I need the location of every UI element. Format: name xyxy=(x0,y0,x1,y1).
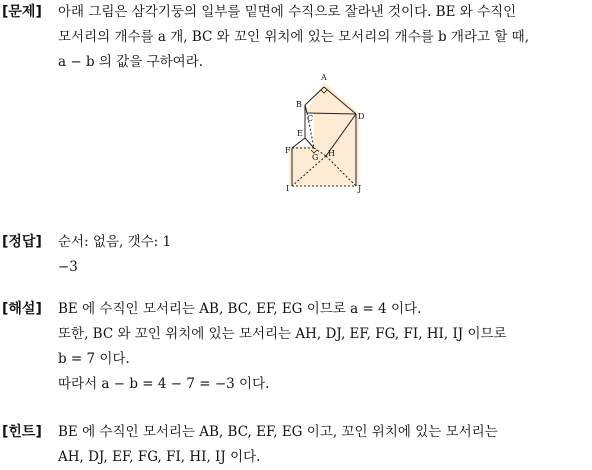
label-D: D xyxy=(358,112,365,121)
explanation-text xyxy=(58,297,590,397)
problem-tag: [문제] xyxy=(2,4,42,20)
label-G: G xyxy=(312,153,319,162)
shaded-face-small xyxy=(289,146,314,186)
prism-figure xyxy=(270,68,380,193)
explanation-tag: [해설] xyxy=(2,301,42,317)
answer-text xyxy=(58,230,590,280)
label-H: H xyxy=(328,149,335,158)
hint-line-2: AH, DJ, EF, FG, FI, HI, IJ 이다. xyxy=(58,449,261,465)
problem-text xyxy=(58,0,590,75)
label-B: B xyxy=(296,100,302,109)
label-I: I xyxy=(286,184,290,193)
label-A: A xyxy=(321,73,327,82)
label-C: C xyxy=(307,114,314,123)
explanation-line-1: BE 에 수직인 모서리는 AB, BC, EF, EG 이므로 a = 4 이다. xyxy=(58,301,422,317)
explanation-line-2: 또한, BC 와 꼬인 위치에 있는 모서리는 AH, DJ, EF, FG, FI, HI, IJ 이므로 xyxy=(58,326,507,342)
explanation-line-3: b = 7 이다. xyxy=(58,351,130,367)
hint-line-1: BE 에 수직인 모서리는 AB, BC, EF, EG 이고, 꼬인 위치에 있는 모서리는 xyxy=(58,424,498,440)
problem-line-2: 모서리의 개수를 a 개, BC 와 꼬인 위치에 있는 모서리의 개수를 b 개라고 할 때, xyxy=(58,29,529,45)
label-J: J xyxy=(358,184,362,193)
answer-tag: [정답] xyxy=(2,234,42,250)
explanation-line-4: 따라서 a − b = 4 − 7 = −3 이다. xyxy=(58,376,270,392)
problem-line-1: 아래 그림은 삼각기둥의 일부를 밑면에 수직으로 잘라낸 것이다. BE 와 수직인 xyxy=(58,4,517,20)
hint-tag: [힌트] xyxy=(2,424,42,440)
problem-line-3: a − b 의 값을 구하여라. xyxy=(58,54,204,70)
hint-text xyxy=(58,420,590,470)
answer-line-2: −3 xyxy=(58,259,78,275)
label-F: F xyxy=(285,146,291,155)
answer-line-1: 순서: 없음, 갯수: 1 xyxy=(58,234,172,250)
label-E: E xyxy=(297,129,303,138)
